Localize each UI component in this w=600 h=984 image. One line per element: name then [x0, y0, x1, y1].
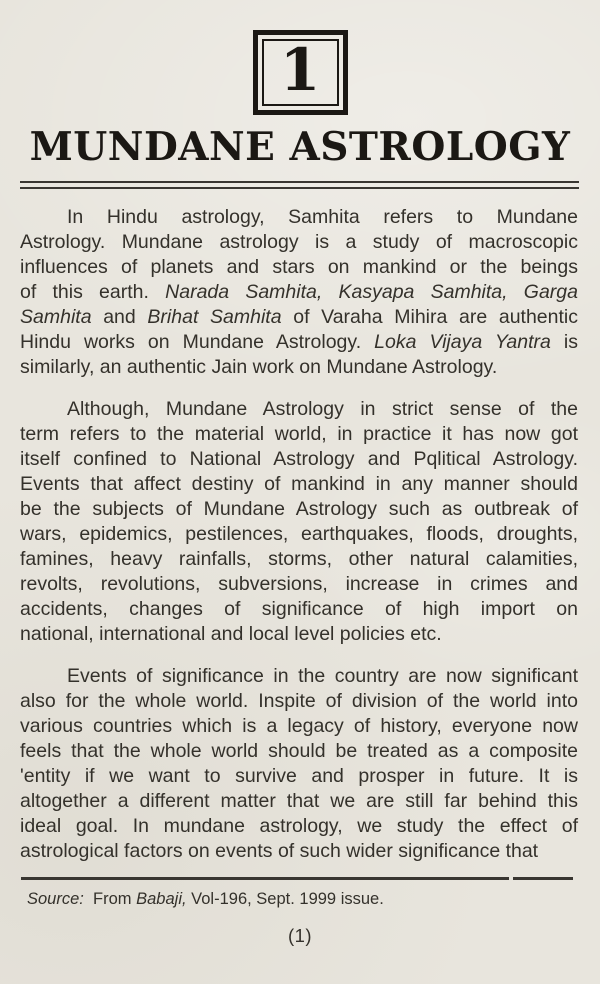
body-text	[20, 189, 578, 864]
text-segment: Although, Mundane Astrology in strict sense of the	[67, 398, 578, 420]
text-line	[20, 522, 578, 547]
text-segment: accidents, changes of significance of high import on	[20, 598, 578, 620]
text-segment: wars, epidemics, pestilences, earthquakes, floods, droughts,	[20, 523, 578, 545]
text-line	[20, 355, 578, 380]
italic-text-segment: Narada Samhita, Kasyapa Samhita, Garga	[165, 281, 578, 303]
text-segment: In Hindu astrology, Samhita refers to Mundane	[67, 206, 578, 228]
italic-text-segment: Samhita	[20, 306, 92, 328]
text-line	[20, 397, 578, 422]
text-line	[20, 764, 578, 789]
text-line	[20, 255, 578, 280]
text-segment: influences of planets and stars on mankind or the beings	[20, 256, 578, 278]
text-line	[20, 814, 578, 839]
text-line	[20, 422, 578, 447]
footer-divider-segment-long	[21, 877, 509, 880]
footer-divider-segment-short	[513, 877, 573, 880]
italic-text-segment: Loka Vijaya Yantra	[374, 331, 551, 353]
text-line	[20, 839, 578, 864]
page-number: (1)	[287, 925, 313, 946]
text-segment: similarly, an authentic Jain work on Mundane Astrology.	[20, 356, 498, 378]
text-segment: various countries which is a legacy of history, everyone now	[20, 715, 578, 737]
text-segment: of Varaha Mihira are authentic	[281, 306, 578, 328]
text-line	[20, 664, 578, 689]
text-segment: ideal goal. In mundane astrology, we study the effect of	[20, 815, 578, 837]
text-segment: astrological factors on events of such wider significance that	[20, 840, 539, 862]
text-line	[20, 230, 578, 255]
text-line	[20, 305, 578, 330]
text-segment: also for the whole world. Inspite of division of the world into	[20, 690, 578, 712]
chapter-number: 1	[279, 36, 321, 104]
text-line	[20, 447, 578, 472]
text-segment: feels that the whole world should be treated as a composite	[20, 740, 578, 762]
text-segment: Events that affect destiny of mankind in any manner should	[20, 473, 578, 495]
text-segment: national, international and local level policies etc.	[20, 623, 442, 645]
text-segment: of this earth.	[20, 281, 166, 303]
text-line	[20, 547, 578, 572]
text-segment: be the subjects of Mundane Astrology such as outbreak of	[20, 498, 578, 520]
text-line	[20, 714, 578, 739]
text-line	[20, 205, 578, 230]
page-title: MUNDANE ASTROLOGY	[29, 124, 571, 170]
text-segment: and	[91, 306, 148, 328]
chapter-number-box	[253, 30, 348, 115]
text-line	[20, 472, 578, 497]
text-segment: famines, heavy rainfalls, storms, other natural calamities,	[20, 548, 578, 570]
text-segment: Events of significance in the country are now significant	[67, 665, 578, 687]
text-segment: Vol-196, Sept. 1999 issue.	[186, 890, 384, 908]
paragraph	[20, 397, 578, 647]
text-line	[20, 497, 578, 522]
text-line	[20, 689, 578, 714]
footer-divider	[21, 877, 573, 880]
text-segment: term refers to the material world, in practice it has now got	[20, 423, 578, 445]
text-line	[20, 597, 578, 622]
text-segment: From	[83, 890, 137, 908]
chapter-number-box-inner	[262, 36, 339, 106]
italic-text-segment: Babaji,	[136, 890, 187, 908]
text-segment: is	[550, 331, 578, 353]
text-line	[20, 572, 578, 597]
text-segment: 'entity if we want to survive and prosper in future. It is	[20, 765, 578, 787]
source-note	[27, 889, 578, 910]
text-line	[20, 330, 578, 355]
text-segment: Hindu works on Mundane Astrology.	[20, 331, 375, 353]
text-line	[20, 280, 578, 305]
book-page	[0, 30, 600, 984]
text-segment: revolts, revolutions, subversions, increase in crimes and	[20, 573, 578, 595]
paragraph	[20, 664, 578, 864]
title-divider	[20, 181, 579, 189]
text-segment: altogether a different matter that we are still far behind this	[20, 790, 578, 812]
paragraph	[20, 205, 578, 380]
text-line	[20, 739, 578, 764]
text-segment: Astrology. Mundane astrology is a study of macroscopic	[20, 231, 578, 253]
text-segment: itself confined to National Astrology and Pqlitical Astrology.	[20, 448, 578, 470]
italic-text-segment: Source:	[27, 890, 84, 908]
text-line	[20, 622, 578, 647]
text-line	[20, 789, 578, 814]
italic-text-segment: Brihat Samhita	[147, 306, 282, 328]
